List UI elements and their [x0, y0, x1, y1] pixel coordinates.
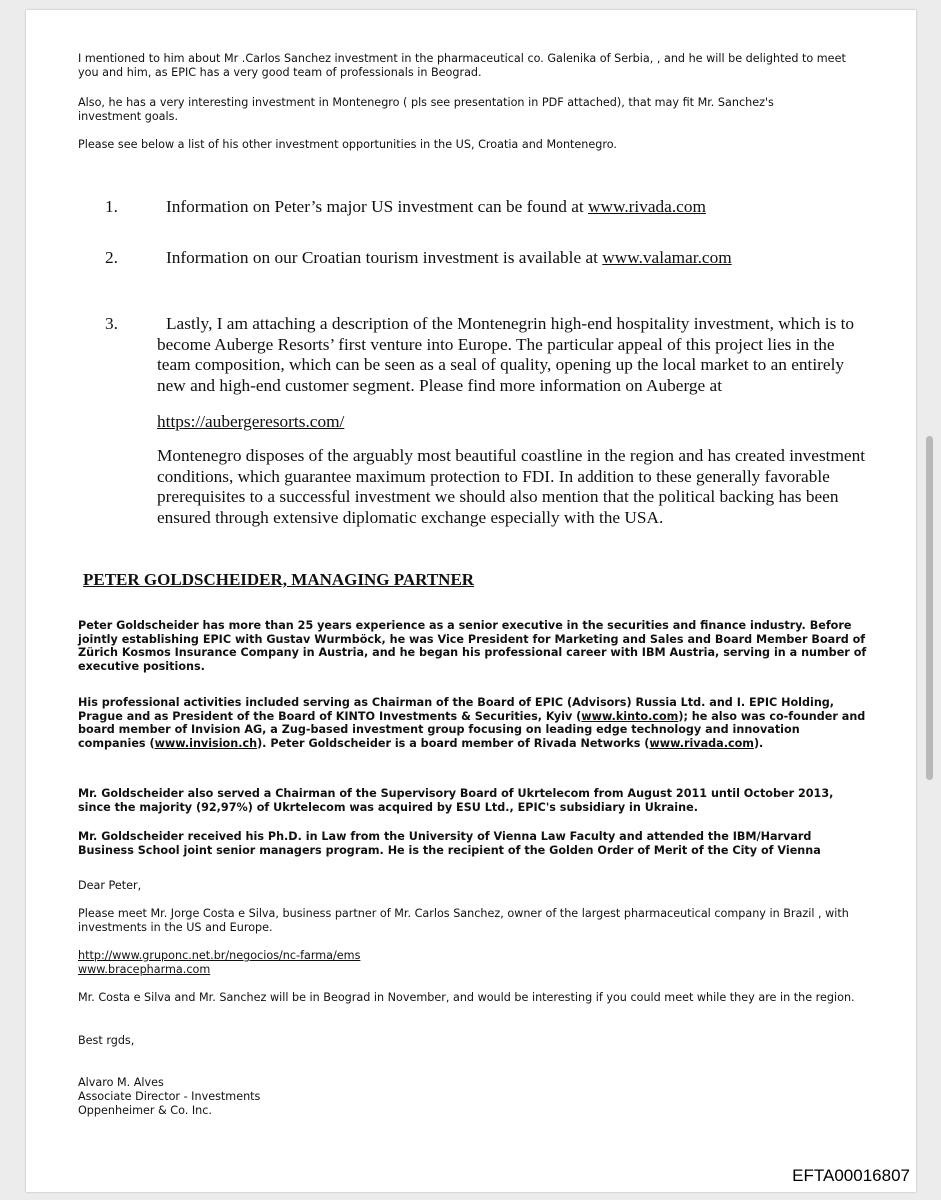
bio-heading: PETER GOLDSCHEIDER, MANAGING PARTNER — [83, 570, 475, 589]
intro-paragraph-1: I mentioned to him about Mr .Carlos Sanchez investment in the pharmaceutical co. Galenika of Serbia, , and he will be delighted to meet you and him, as EPIC has a very good team of professionals in Beograd. — [78, 52, 846, 79]
bio-paragraph-4: Mr. Goldscheider received his Ph.D. in Law from the University of Vienna Law Faculty and attended the IBM/Harvard Business School joint senior managers program. He is the recipient of the Golden Order of Merit of the City of Vienna — [78, 830, 821, 857]
rivada-bio-link[interactable]: www.rivada.com — [649, 736, 754, 750]
bio-p2-text-c: ). Peter Goldscheider is a board member of Rivada Networks ( — [257, 736, 650, 750]
bio-p2-text-a: His professional activities included serving as Chairman of the Board of EPIC (Advisors) Russia Ltd. and I. EPIC Holding, Prague and as President of the Board of KINTO Investments & Securities, Kyiv ( — [78, 696, 835, 723]
auberge-link[interactable]: https://aubergeresorts.com/ — [157, 412, 345, 431]
list-number-3: 3. — [105, 314, 118, 333]
bio-paragraph-3: Mr. Goldscheider also served a Chairman of the Supervisory Board of Ukrtelecom from August 2011 until October 2013, since the majority (92,97%) of Ukrtelecom was acquired by ESU Ltd., EPIC's subsidiary in Ukraine. — [78, 787, 834, 814]
list-item-1 — [166, 197, 866, 218]
letter-closing: Best rgds, — [78, 1034, 135, 1047]
signature-name: Alvaro M. Alves — [78, 1076, 164, 1089]
gruponc-link[interactable]: http://www.gruponc.net.br/negocios/nc-farma/ems — [78, 949, 361, 962]
document-id-stamp: EFTA00016807 — [792, 1166, 910, 1185]
valamar-link[interactable]: www.valamar.com — [602, 248, 732, 267]
intro-paragraph-2: Also, he has a very interesting investment in Montenegro ( pls see presentation in PDF attached), that may fit Mr. Sanchez's investment goals. — [78, 96, 774, 123]
bio-p2-text-d: ). — [753, 736, 764, 750]
bio-paragraph-1: Peter Goldscheider has more than 25 years experience as a senior executive in the securities and finance industry. Before jointly establishing EPIC with Gustav Wurmböck, he was Vice President for Marketing and Sales and Board Member Board of Zürich Kosmos Insurance Company in Austria, and he began his professional career with IBM Austria, serving in a number of executive positions. — [78, 619, 867, 673]
signature-company: Oppenheimer & Co. Inc. — [78, 1104, 212, 1117]
list-number-1: 1. — [105, 197, 118, 216]
list-item-1-text: Information on Peter’s major US investment can be found at — [166, 197, 589, 216]
list-item-2-text: Information on our Croatian tourism investment is available at — [166, 248, 603, 267]
bio-paragraph-2 — [78, 696, 868, 750]
vertical-scrollbar[interactable] — [926, 436, 933, 780]
intro-paragraph-3: Please see below a list of his other investment opportunities in the US, Croatia and Montenegro. — [78, 138, 617, 151]
list-item-3-text: Lastly, I am attaching a description of the Montenegrin high-end hospitality investment, which is to become Auberge Resorts’ first venture into Europe. The particular appeal of this project lies in the team composition, which can be seen as a seal of quality, opening up the local market to an entirely new and high-end customer segment. Please find more information on Auberge at — [157, 314, 855, 395]
list-number-2: 2. — [105, 248, 118, 267]
invision-link[interactable]: www.invision.ch — [154, 736, 258, 750]
letter-paragraph-1: Please meet Mr. Jorge Costa e Silva, business partner of Mr. Carlos Sanchez, owner of the largest pharmaceutical company in Brazil , with investments in the US and Europe. — [78, 907, 849, 934]
kinto-link[interactable]: www.kinto.com — [581, 709, 679, 723]
letter-paragraph-2: Mr. Costa e Silva and Mr. Sanchez will be in Beograd in November, and would be interesting if you could meet while they are in the region. — [78, 991, 855, 1004]
rivada-link[interactable]: www.rivada.com — [588, 197, 706, 216]
letter-greeting: Dear Peter, — [78, 879, 142, 892]
bio-p2-text-b: ); he also was co-founder and board member of Invision AG, a Zug-based investment group focusing on leading edge technology and innovation companies ( — [78, 709, 866, 750]
bracepharma-link[interactable]: www.bracepharma.com — [78, 963, 211, 976]
signature-title: Associate Director - Investments — [78, 1090, 261, 1103]
document-page — [26, 10, 916, 1192]
list-item-2 — [166, 248, 866, 269]
montenegro-paragraph: Montenegro disposes of the arguably most beautiful coastline in the region and has created investment conditions, which guarantee maximum protection to FDI. In addition to these generally favorable prerequisites to a successful investment we should also mention that the political backing has been ensured through extensive diplomatic exchange especially with the USA. — [157, 446, 866, 527]
